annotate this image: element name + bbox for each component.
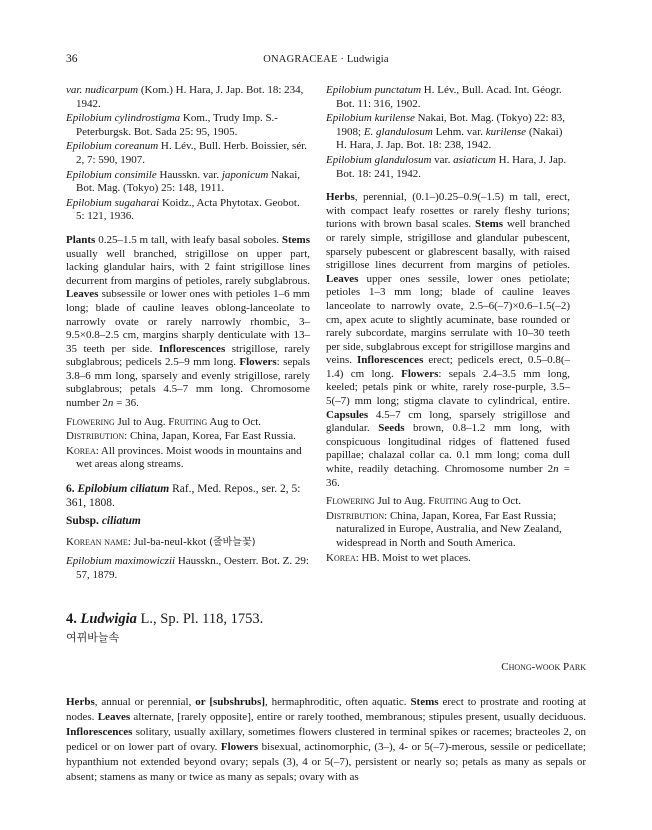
- korean-name: Korean name: Jul-ba-neul-kkot (줄바늘꽃): [66, 535, 256, 548]
- synonym: Epilobium consimile Hausskn. var. japonicum Nakai, Bot. Mag. (Tokyo) 25: 148, 1911.: [66, 168, 301, 195]
- page-header: [66, 53, 586, 67]
- korea-habitat: Korea: All provinces. Moist woods in mountains and wet areas along streams.: [66, 444, 302, 471]
- synonym: Epilobium punctatum H. Lév., Bull. Acad. Int. Géogr. Bot. 11: 316, 1902.: [326, 84, 562, 110]
- synonym: var. nudicarpum (Kom.) H. Hara, J. Jap. Bot. 18: 234, 1942.: [66, 84, 304, 110]
- distribution: Distribution: China, Japan, Korea, Far East Russia; naturalized in Europe, Australia, and New Zealand, widespread in North and South America.: [326, 509, 562, 549]
- species-heading: 6. Epilobium ciliatum Raf., Med. Repos., ser. 2, 5: 361, 1808.: [66, 483, 301, 510]
- species-description: Plants 0.25–1.5 m tall, with leafy basal soboles. Stems usually well branched, strigillose on upper part, lacking glandular hairs, with 2 faint strigillose lines decurrent from margins of petioles, rarely subglabrous. Leaves subsessile or lower ones with petioles 1–6 mm long; blade of cauline leaves oblong-lanceolate to narrowly ovate or rarely narrowly rhombic, 3–9.5×0.8–2.5 cm, margins sharply denticulate with 13–35 teeth per side. Inflorescences strigillose, rarely subglabrous; pedicels 2.5–9 mm long. Flowers: sepals 3.8–6 mm long, sparsely and evenly strigillose, rarely subglabrous; petals 4.5–7 mm long. Chromosome number 2n = 36.: [66, 233, 310, 410]
- right-column: [326, 84, 570, 566]
- genus-description: Herbs, annual or perennial, or [subshrubs], hermaphroditic, often aquatic. Stems erect to prostrate and rooting at nodes. Leaves alternate, [rarely opposite], entire or rarely toothed, membranous; stipules present, usually deciduous. Inflorescences solitary, usually axillary, sometimes flowers clustered in terminal spikes or racemes; bracteoles 2, on pedicel or on lower part of ovary. Flowers bisexual, actinomorphic, (3–), 4- or 5(–7)-merous, sessile or pedicellate; hypanthium not extended beyond ovary; sepals (3), 4 or 5(–7), persistent or nearly so; petals as many as sepals or absent; stamens as many or twice as many as sepals; ovary with as: [66, 696, 586, 783]
- synonym: Epilobium maximowiczii Hausskn., Oesterr. Bot. Z. 29: 57, 1879.: [66, 555, 309, 581]
- genus-heading: [66, 610, 586, 645]
- synonym: Epilobium kurilense Nakai, Bot. Mag. (Tokyo) 22: 83, 1908; E. glandulosum Lehm. var. kurilense (Nakai) H. Hara, J. Jap. Bot. 18: 238, 1942.: [326, 112, 566, 152]
- synonym: Epilobium coreanum H. Lév., Bull. Herb. Boissier, sér. 2, 7: 590, 1907.: [66, 140, 308, 166]
- distribution: Distribution: China, Japan, Korea, Far East Russia.: [66, 430, 296, 443]
- running-head: ONAGRACEAE · Ludwigia: [263, 54, 389, 65]
- phenology: Flowering Jul to Aug. Fruiting Aug to Oct.: [66, 415, 262, 428]
- synonym: Epilobium glandulosum var. asiaticum H. Hara, J. Jap. Bot. 18: 241, 1942.: [326, 153, 567, 180]
- phenology: Flowering Jul to Aug. Fruiting Aug to Oct.: [326, 495, 522, 508]
- synonym: Epilobium cylindrostigma Kom., Trudy Imp. S.-Peterburgsk. Bot. Sada 25: 95, 1905.: [66, 112, 278, 138]
- subspecies-heading: Subsp. ciliatum: [66, 515, 141, 528]
- author-name: Chong-wook Park: [501, 661, 586, 673]
- page-number: 36: [66, 53, 78, 65]
- genus-korean-name: 여뀌바늘속: [66, 631, 120, 644]
- species-description: Herbs, perennial, (0.1–)0.25–0.9(–1.5) m tall, erect, with compact leafy rosettes or rarely fleshy turions; turions with brown basal scales. Stems well branched or rarely simple, strigillose and glandular pubescent, sparsely pubescent or glabrescent basally, with raised strigillose lines decurrent from margins of petioles. Leaves upper ones sessile, lower ones petiolate; petioles 1–3 mm long; blade of cauline leaves lanceolate to narrowly ovate, 2.5–6(–7)×0.6–1.5(–2) cm, apex acute to slightly acuminate, base rounded or rarely subcordate, margins serrulate with 10–30 teeth per side, subglabrous except for strigillose margins and veins. Inflorescences erect; pedicels erect, 0.5–0.8(–1.4) cm long. Flowers: sepals 2.4–3.5 mm long, keeled; petals pink or white, rarely rose-purple, 3.5–5(–7) mm long; stigma clavate to cylindrical, entire. Capsules 4.5–7 cm long, sparsely strigillose and glandular. Seeds brown, 0.8–1.2 mm long, with conspicuous longitudinal ridges of flattened fused papillae; chalazal collar ca. 0.1 mm long; coma dull white, readily detaching. Chromosome number 2n = 36.: [326, 191, 570, 489]
- korea-habitat: Korea: HB. Moist to wet places.: [326, 551, 471, 564]
- genus-title: 4. Ludwigia L., Sp. Pl. 118, 1753.: [66, 611, 264, 627]
- synonym: Epilobium sugaharai Koidz., Acta Phytotax. Geobot. 5: 121, 1936.: [66, 196, 300, 223]
- left-column: [66, 84, 310, 583]
